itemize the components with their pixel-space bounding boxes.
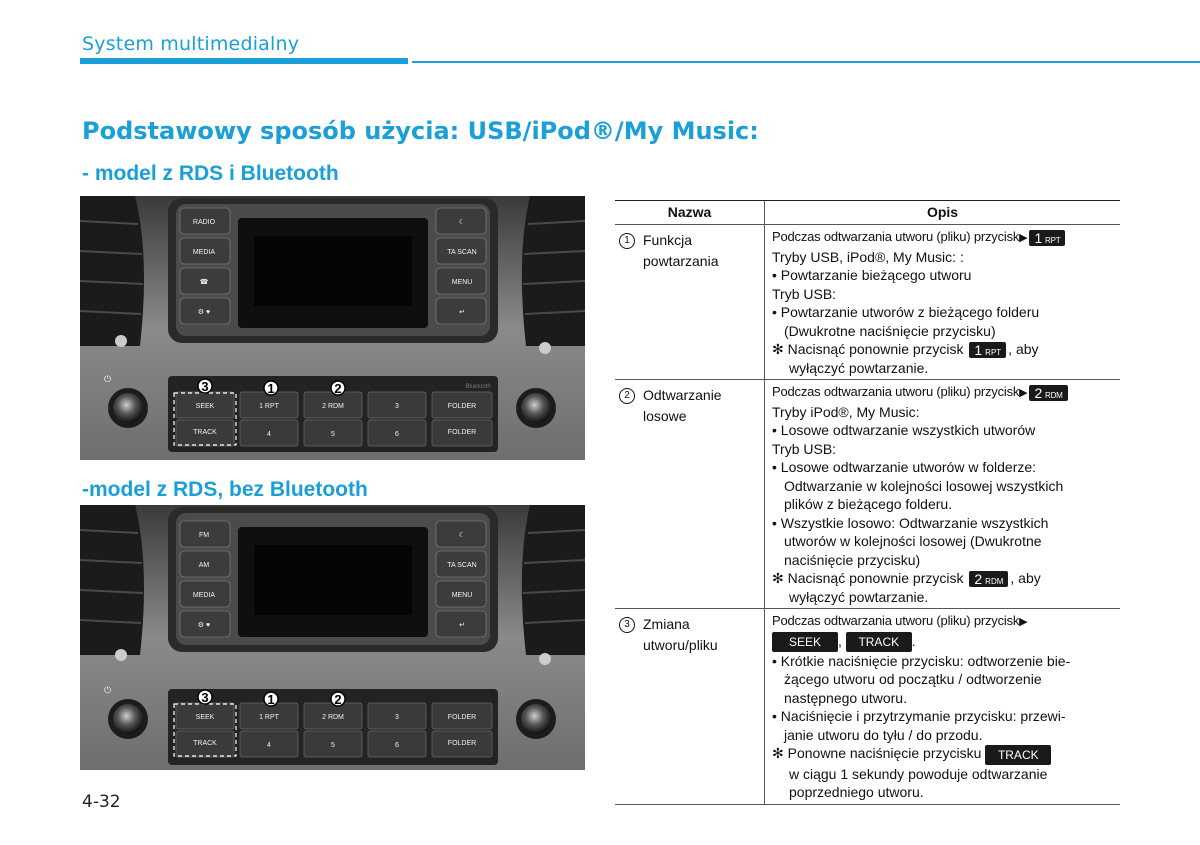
row-number: 1 bbox=[619, 233, 635, 249]
desc-line: następnego utworu. bbox=[784, 689, 907, 706]
back-icon: ↵ bbox=[459, 622, 465, 629]
radio-panel-photo-2 bbox=[80, 505, 585, 770]
desc-line: janie utworu do tyłu / do przodu. bbox=[784, 726, 983, 743]
svg-text:⏻: ⏻ bbox=[104, 686, 112, 696]
rdm-key-icon: 2 RDM bbox=[969, 571, 1008, 587]
fm-button: FM bbox=[198, 532, 210, 539]
am-button: AM bbox=[198, 562, 210, 569]
seek-button: SEEK bbox=[195, 714, 215, 721]
preset-1-rpt: 1 RPT bbox=[259, 403, 279, 410]
preset-1-rpt: 1 RPT bbox=[259, 714, 279, 721]
note-text: , aby bbox=[1010, 570, 1041, 586]
row-name-line: losowe bbox=[643, 408, 687, 424]
marker-3: 3 bbox=[201, 379, 209, 394]
back-icon: ↵ bbox=[459, 309, 465, 316]
preset-4: 4 bbox=[267, 431, 271, 438]
desc-line: Odtwarzanie w kolejności losowej wszystkich bbox=[784, 477, 1064, 494]
note-text: poprzedniego utworu. bbox=[789, 784, 924, 801]
marker-1: 1 bbox=[267, 381, 275, 396]
track-button: TRACK bbox=[193, 429, 217, 436]
desc-line: utworów w kolejności losowej (Dwukrotne bbox=[784, 533, 1042, 549]
desc-line: plików z bieżącego folderu. bbox=[784, 496, 953, 512]
marker-2: 2 bbox=[334, 692, 342, 707]
row-name-line: powtarzania bbox=[643, 253, 719, 269]
marker-3: 3 bbox=[201, 690, 209, 705]
folder-down-button: FOLDER bbox=[447, 429, 477, 436]
night-icon: ☾ bbox=[458, 219, 466, 226]
media-button: MEDIA bbox=[192, 249, 216, 256]
media-button: MEDIA bbox=[192, 592, 216, 599]
table-header bbox=[615, 201, 1120, 225]
desc-line: • Krótkie naciśnięcie przycisku: odtworzenie bie- bbox=[772, 652, 1071, 669]
model-2-subtitle: -model z RDS, bez Bluetooth bbox=[82, 478, 368, 501]
night-icon: ☾ bbox=[458, 532, 466, 539]
row-name-line: Funkcja bbox=[643, 232, 693, 248]
folder-up-button: FOLDER bbox=[447, 714, 477, 721]
col-desc-header: Opis bbox=[926, 204, 959, 220]
model-1-subtitle: - model z RDS i Bluetooth bbox=[82, 162, 339, 185]
preset-2-rdm: 2 RDM bbox=[322, 403, 344, 410]
header-bar bbox=[80, 58, 408, 64]
page-heading: Podstawowy sposób użycia: USB/iPod®/My Music: bbox=[82, 117, 759, 145]
seek-button: SEEK bbox=[195, 403, 215, 410]
table-row: 2 Odtwarzanie losowe Podczas odtwarzania utworu (pliku) przycisk▶ 2 RDM Tryby iPod®, My Music: • Losowe odtwarzanie wszystkich utworów Tryb USB: • Losowe odtwarzanie utworów w folderze: Odtwarzanie w kolejności losowej wszystkich plików z bieżącego folderu. • Wszystkie losowo: Odtwarzanie wszystkich utworów w kolejności losowej (Dwukrotne naciśnięcie przycisku) ✻ Nacisnąć ponownie przycisk 2 RDM , aby wyłączyć powtarzanie. bbox=[615, 380, 1120, 609]
note-text: wyłączyć powtarzanie. bbox=[789, 359, 929, 376]
row-name-line: Zmiana bbox=[643, 616, 690, 632]
setup-icon: ⚙ ♥ bbox=[197, 309, 211, 316]
desc-line: • Losowe odtwarzanie utworów w folderze: bbox=[772, 459, 1037, 475]
marker-1: 1 bbox=[267, 692, 275, 707]
track-key-icon: TRACK bbox=[985, 745, 1051, 765]
preset-3: 3 bbox=[395, 403, 399, 410]
desc-line: (Dwukrotne naciśnięcie przycisku) bbox=[784, 322, 996, 339]
menu-button: MENU bbox=[451, 592, 473, 599]
row-name-line: utworu/pliku bbox=[643, 637, 718, 653]
desc-line: Tryby USB, iPod®, My Music: : bbox=[772, 248, 964, 265]
row-number: 2 bbox=[619, 388, 635, 404]
seek-key-icon: SEEK bbox=[772, 632, 838, 652]
folder-up-button: FOLDER bbox=[447, 403, 477, 410]
preset-3: 3 bbox=[395, 714, 399, 721]
note-text: , aby bbox=[1008, 341, 1039, 357]
preset-2-rdm: 2 RDM bbox=[322, 714, 344, 721]
svg-text:⏻: ⏻ bbox=[104, 375, 112, 385]
function-table bbox=[615, 200, 1120, 805]
note-text: w ciągu 1 sekundy powoduje odtwarzanie bbox=[789, 765, 1048, 782]
desc-line: Tryby iPod®, My Music: bbox=[772, 403, 920, 420]
desc-line: naciśnięcie przycisku) bbox=[784, 551, 921, 568]
menu-button: MENU bbox=[451, 279, 473, 286]
radio-panel-photo-1 bbox=[80, 196, 585, 460]
desc-line: • Powtarzanie utworów z bieżącego folderu bbox=[772, 304, 1040, 320]
note-text: ✻ Nacisnąć ponownie przycisk bbox=[772, 570, 964, 586]
row-intro: Podczas odtwarzania utworu (pliku) przycisk bbox=[772, 229, 1020, 244]
track-key-icon: TRACK bbox=[846, 632, 912, 652]
rdm-key-icon: 2 RDM bbox=[1029, 385, 1067, 401]
note-text: ✻ Nacisnąć ponownie przycisk bbox=[772, 341, 964, 357]
ta-scan-button: TA SCAN bbox=[447, 562, 477, 569]
note-text: wyłączyć powtarzanie. bbox=[789, 588, 929, 605]
desc-line: żącego utworu od początku / odtworzenie bbox=[784, 671, 1042, 688]
col-name-header: Nazwa bbox=[615, 201, 765, 224]
preset-4: 4 bbox=[267, 742, 271, 749]
folder-down-button: FOLDER bbox=[447, 740, 477, 747]
row-number: 3 bbox=[619, 617, 635, 633]
phone-icon: ☎ bbox=[199, 279, 209, 286]
marker-2: 2 bbox=[334, 381, 342, 396]
preset-6: 6 bbox=[395, 742, 399, 749]
desc-line: • Wszystkie losowo: Odtwarzanie wszystkich bbox=[772, 514, 1049, 531]
header-rule bbox=[412, 61, 1200, 63]
preset-5: 5 bbox=[331, 431, 335, 438]
section-title: System multimedialny bbox=[82, 33, 300, 55]
row-intro: Podczas odtwarzania utworu (pliku) przycisk bbox=[772, 384, 1020, 399]
desc-line: • Naciśnięcie i przytrzymanie przycisku: przewi- bbox=[772, 708, 1066, 725]
desc-line: Tryb USB: bbox=[772, 285, 837, 302]
table-row: 3 Zmiana utworu/pliku Podczas odtwarzania utworu (pliku) przycisk▶ SEEK , TRACK . • Krótkie naciśnięcie przycisku: odtworzenie bie- żącego utworu od początku / odtworzenie następnego utworu. • Naciśnięcie i przytrzymanie przycisku: przewi- janie utworu do tyłu / do przodu. ✻ Ponowne naciśnięcie przycisku TRACK w ciągu 1 sekundy powoduje odtwarzanie poprzedniego utworu. bbox=[615, 609, 1120, 805]
radio-button: RADIO bbox=[192, 219, 216, 226]
page-number: 4-32 bbox=[82, 792, 121, 812]
desc-line: Tryb USB: bbox=[772, 440, 837, 457]
preset-6: 6 bbox=[395, 431, 399, 438]
desc-line: • Powtarzanie bieżącego utworu bbox=[772, 267, 972, 283]
desc-line: • Losowe odtwarzanie wszystkich utworów bbox=[772, 422, 1036, 438]
row-name-line: Odtwarzanie bbox=[643, 387, 722, 403]
table-row: 1 Funkcja powtarzania Podczas odtwarzania utworu (pliku) przycisk▶ 1 RPT Tryby USB, iPod®, My Music: : • Powtarzanie bieżącego utworu Tryb USB: • Powtarzanie utworów z bieżącego folderu (Dwukrotne naciśnięcie przycisku) ✻ Nacisnąć ponownie przycisk 1 RPT , aby wyłączyć powtarzanie. bbox=[615, 225, 1120, 380]
note-text: ✻ Ponowne naciśnięcie przycisku bbox=[772, 745, 982, 762]
ta-scan-button: TA SCAN bbox=[447, 249, 477, 256]
bluetooth-label: Bluetooth bbox=[465, 384, 491, 390]
rpt-key-icon: 1 RPT bbox=[1029, 230, 1065, 246]
setup-icon: ⚙ ♥ bbox=[197, 622, 211, 629]
preset-5: 5 bbox=[331, 742, 335, 749]
track-button: TRACK bbox=[193, 740, 217, 747]
row-intro: Podczas odtwarzania utworu (pliku) przycisk bbox=[772, 613, 1020, 628]
rpt-key-icon: 1 RPT bbox=[969, 342, 1006, 358]
